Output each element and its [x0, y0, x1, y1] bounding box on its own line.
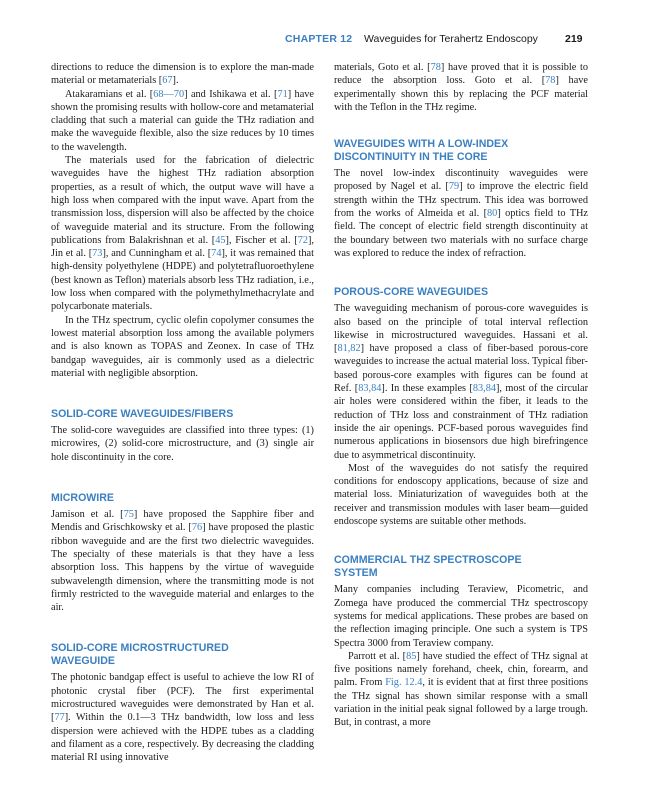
citation-link[interactable]: 72 — [297, 234, 308, 246]
citation-link[interactable]: 77 — [54, 712, 65, 724]
chapter-label: CHAPTER 12 — [285, 33, 353, 45]
left-column — [51, 61, 314, 764]
running-header — [0, 33, 648, 51]
citation-link[interactable]: 74 — [211, 248, 222, 260]
paragraph: In the THz spectrum, cyclic olefin copolymer consumes the lowest material absorption loss among the available polymers and is also known as TOPAS and Zeonex. In case of THz bandgap waveguides, air is commonly used as a dielectric material with negligible absorption. — [51, 314, 314, 379]
paragraph: The photonic bandgap effect is useful to achieve the low RI of photonic crystal fiber (PCF). The first experimental microstructured waveguides were demonstrated by Han et al. [77]. Within the 0.1—3 THz bandwidth, low loss and less dispersion were achieved with the HDPE tubes as a cladding and filament as a core, respectively. By decreasing the cladding material RI using innovative — [51, 672, 314, 764]
citation-link[interactable]: 83,84 — [358, 383, 382, 395]
paragraph: Atakaramians et al. [68—70] and Ishikawa et al. [71] have shown the promising results with hollow-core and metamaterial cladding that such a material can guide the THz radiation and make the waveguide flexible, also the size reduces by 10 times to the wavelength. — [51, 88, 314, 153]
citation-link[interactable]: 79 — [448, 181, 460, 193]
paragraph: Many companies including Teraview, Picometric, and Zomega have produced the commercial THz spectroscopy systems for medical applications. These probes are based on the reflection imaging principle. One such a system is TPS Spectra 3000 from Teraview company. — [334, 584, 588, 649]
paragraph: The novel low-index discontinuity waveguides were proposed by Nagel et al. [79] to improve the electric field strength within the THz spectrum. This idea was borrowed from the works of Almeida et al. [80] optics field to THz field. The concept of electric field strength discontinuity at the boundary between two materials with no surface charge was explored to reduce the index of refraction. — [334, 168, 588, 259]
citation-link[interactable]: 85 — [406, 650, 417, 662]
citation-link[interactable]: 68—70 — [153, 88, 185, 100]
paragraph: Jamison et al. [75] have proposed the Sapphire fiber and Mendis and Grischkowsky et al. [76] have proposed the plastic ribbon waveguide and are the first two dielectric waveguides. The specialty of these materials is that they have a less absorption loss. This happens by the virtue of waveguide subwavelength dimension, where the transmitting mode is not firmly restricted to the waveguide material and enlarges to the air. — [51, 509, 315, 614]
paragraph: The waveguiding mechanism of porous-core waveguides is also based on the principle of total interval reflection likewise in microstructured waveguides. Hassani et al. [81,82] have proposed a class of fiber-based porous-core waveguides to increase the actual material loss. Typical fiber-based porous-core examples with figures can be found at Ref. [83,84]. In these examples [83,84], most of the circular air holes were considered within the fiber, it leads to the reduction of THz loss and constrainment of THz radiation inside the air openings. PCF-based porous waveguides find numerous applications in biosensors due high birefringence due to asymmetrical discontinuity. — [334, 303, 588, 461]
paragraph: Most of the waveguides do not satisfy the required conditions for endoscopy applications, because of size and material loss. Miniaturization of waveguides both at the receiver and transmission modules with laser beam—guided endoscope systems are suitable other methods. — [334, 462, 588, 528]
right-column — [334, 61, 588, 730]
citation-link[interactable]: 67 — [162, 75, 173, 87]
paragraph: directions to reduce the dimension is to explore the man-made material or metamaterials [67]. — [51, 62, 314, 87]
citation-link[interactable]: 76 — [191, 522, 203, 534]
citation-link[interactable]: 81,82 — [337, 343, 361, 355]
citation-link[interactable]: 83,84 — [472, 383, 496, 395]
paragraph: The solid-core waveguides are classified into three types: (1) microwires, (2) solid-core microstructure, and (3) single air hole discontinuity in the core. — [51, 425, 314, 463]
section-heading-solid-core: SOLID-CORE WAVEGUIDES/FIBERS — [51, 408, 234, 421]
citation-link[interactable]: 75 — [123, 509, 134, 521]
section-heading-porous-core: POROUS-CORE WAVEGUIDES — [334, 286, 489, 299]
citation-link[interactable]: 80 — [487, 208, 498, 220]
page-number: 219 — [565, 33, 583, 45]
citation-link[interactable]: 71 — [277, 88, 288, 100]
figure-link[interactable]: Fig. 12.4 — [385, 677, 423, 689]
paragraph: Parrott et al. [85] have studied the effect of THz signal at five positions namely forehand, cheek, chin, forearm, and palm. From Fig. 12.4, it is evident that at first three positions the THz signal has shown similar response with a small variation in the initial peak signal followed by a large trough. But, in contrast, a more — [334, 650, 589, 729]
citation-link[interactable]: 73 — [92, 248, 103, 260]
citation-link[interactable]: 78 — [545, 75, 556, 87]
paragraph: The materials used for the fabrication of dielectric waveguides have the highest THz radiation absorption properties, as a result of which, the output wave will have a high loss when compared with the input wave. Apart from the transmission loss, dispersion will also be affected by the choice of waveguide material and its structure. From the following publications from Balakrishnan et al. [45], Fischer et al. [72], Jin et al. [73], and Cunningham et al. [74], it was remained that high-density polyethylene (HDPE) and polytetrafluoroethylene (best known as Teflon) materials absorb less THz radiation, i.e., low loss when compared with the polymethylmethacrylate and polycarbonate materials. — [51, 155, 314, 313]
section-heading-microwire: MICROWIRE — [51, 492, 114, 505]
paragraph: materials, Goto et al. [78] have proved that it is possible to reduce the absorption loss. Goto et al. [78] have experimentally shown this by replacing the PCF material with the Teflon in the THz regime. — [334, 62, 588, 113]
chapter-title: Waveguides for Terahertz Endoscopy — [364, 33, 538, 45]
section-heading-commercial-thz: COMMERCIAL THZ SPECTROSCOPE SYSTEM — [334, 554, 522, 580]
section-heading-low-index: WAVEGUIDES WITH A LOW-INDEX DISCONTINUITY IN THE CORE — [334, 138, 509, 164]
citation-link[interactable]: 78 — [430, 62, 441, 73]
section-heading-solid-core-microstructured: SOLID-CORE MICROSTRUCTURED WAVEGUIDE — [51, 642, 229, 668]
citation-link[interactable]: 45 — [215, 234, 226, 246]
